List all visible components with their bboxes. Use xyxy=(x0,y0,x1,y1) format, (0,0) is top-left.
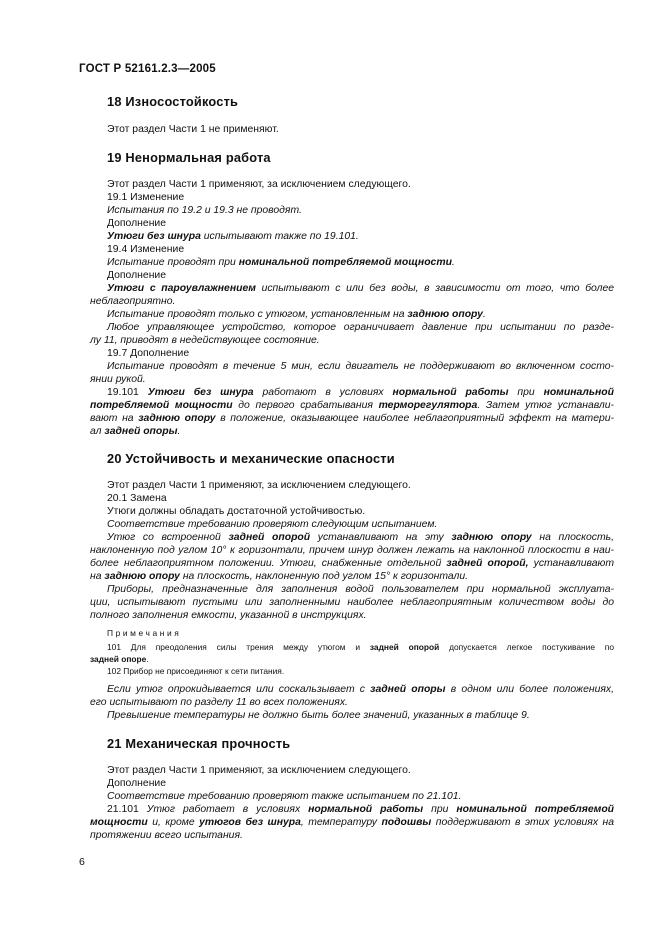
text-line: Этот раздел Части 1 применяют, за исключением следующего. xyxy=(107,765,411,776)
text-line: ал задней опоры. xyxy=(90,426,181,437)
text-line: Соответствие требованию проверяют следующим испытанием. xyxy=(107,519,438,530)
text-line: Испытание проводят только с утюгом, установленным на заднюю опору. xyxy=(107,309,486,320)
text-line: Если утюг опрокидывается или соскальзывает с задней опоры в одном или более положениях, xyxy=(107,684,614,695)
text-line: Дополнение xyxy=(107,218,167,229)
text-line: Испытания по 19.2 и 19.3 не проводят. xyxy=(107,205,302,216)
text-line: вают на заднюю опору в положение, оказывающее наиболее неблагоприятный эффект на матери- xyxy=(90,413,614,424)
text-line: Утюг со встроенной задней опорой устанавливают на эту заднюю опору на плоскость, xyxy=(107,532,614,543)
text-line: полного заполнения емкости, указанной в инструкциях. xyxy=(90,610,367,621)
text-line: 19.7 Дополнение xyxy=(107,348,190,359)
text-line: лу 11, приводят в недействующее состояние. xyxy=(90,335,320,346)
text-line: Приборы, предназначенные для заполнения водой пользователем при нормальной эксплуата- xyxy=(107,584,614,595)
section-18-title: 18 Износостойкость xyxy=(107,94,239,109)
text-line: янии рукой. xyxy=(90,374,146,385)
text-line: мощности и, кроме утюгов без шнура, температуру подошвы поддерживают в этих условиях на xyxy=(90,817,614,828)
document-code: ГОСТ Р 52161.2.3—2005 xyxy=(79,63,216,75)
text-line: 19.1 Изменение xyxy=(107,192,185,203)
text-line: 20.1 Замена xyxy=(107,493,167,504)
text-line: 19.101 Утюги без шнура работают в условиях нормальной работы при номинальной xyxy=(107,387,615,398)
text-line: Соответствие требованию проверяют также испытанием по 21.101. xyxy=(107,791,462,802)
text-line: ции, испытывают пустыми или заполненными наиболее неблагоприятным количеством воды до xyxy=(90,597,614,608)
text-line: Испытание проводят в течение 5 мин, если двигатель не поддерживают во включенном состо- xyxy=(107,361,614,372)
text-line: 21.101 Утюг работает в условиях нормальной работы при номинальной потребляемой xyxy=(107,804,615,815)
text-line: на заднюю опору на плоскость, наклоненную под углом 15° к горизонтали. xyxy=(90,571,469,582)
notes-heading: Примечания xyxy=(107,628,182,638)
text-line: более неблагоприятном положении. Утюги, снабженные отдельной задней опорой, устанавливают xyxy=(90,558,614,569)
text-line: Этот раздел Части 1 применяют, за исключением следующего. xyxy=(107,480,411,491)
text-line: Утюги без шнура испытывают также по 19.101. xyxy=(107,231,359,242)
text-line: Утюги должны обладать достаточной устойчивостью. xyxy=(107,506,366,517)
text-line: Дополнение xyxy=(107,270,167,281)
text-line: наклоненную под углом 10° к горизонтали, причем шнур должен лежать на наклонной плоскости в наи- xyxy=(90,545,614,556)
text-line: Утюги с пароувлажнением испытывают с или без воды, в зависимости от того, что более xyxy=(107,283,615,294)
text-line: неблагоприятно. xyxy=(90,296,176,307)
text-line: Любое управляющее устройство, которое ограничивает давление при испытании по разде- xyxy=(107,322,614,333)
text-line: потребляемой мощности до первого срабатывания терморегулятора. Затем утюг устанавли- xyxy=(90,400,614,411)
text-line: Превышение температуры не должно быть более значений, указанных в таблице 9. xyxy=(107,710,530,721)
text-line: 19.4 Изменение xyxy=(107,244,185,255)
section-21-title: 21 Механическая прочность xyxy=(107,736,291,751)
text-line: его испытывают по разделу 11 во всех положениях. xyxy=(90,697,348,708)
text-line: Этот раздел Части 1 применяют, за исключением следующего. xyxy=(107,179,411,190)
text-line: протяжении всего испытания. xyxy=(90,830,243,841)
section-20-title: 20 Устойчивость и механические опасности xyxy=(107,451,395,466)
section-19-title: 19 Ненормальная работа xyxy=(107,150,271,165)
note-line: 101 Для преодоления силы трения между утюгом и задней опорой допускается легкое постукивание по xyxy=(107,642,615,652)
page-number: 6 xyxy=(79,856,85,868)
text-line: Дополнение xyxy=(107,778,167,789)
note-line: 102 Прибор не присоединяют к сети питания. xyxy=(107,666,285,676)
text-line: Испытание проводят при номинальной потребляемой мощности. xyxy=(107,257,455,268)
note-line: задней опоре. xyxy=(90,654,149,664)
text-line: Этот раздел Части 1 не применяют. xyxy=(107,124,279,135)
